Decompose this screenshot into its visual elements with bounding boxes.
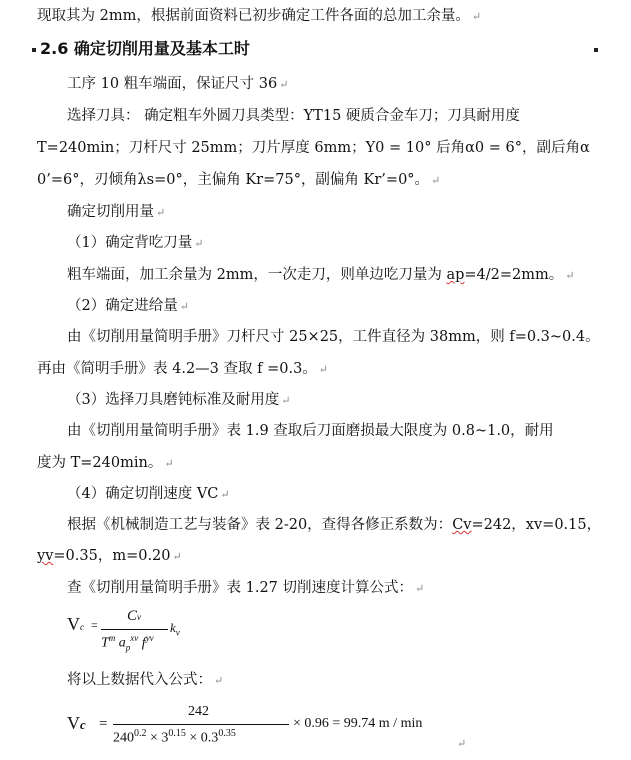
formula-result: × 0.96 = 99.74 m / min — [293, 716, 423, 731]
text-line — [67, 390, 290, 411]
text-line — [67, 670, 223, 691]
paragraph-mark-icon: ↵ — [164, 457, 174, 470]
paragraph-mark-icon: ↵ — [318, 363, 329, 376]
spellcheck-word: Cv — [452, 517, 472, 533]
paragraph-mark-icon: ↵ — [431, 174, 441, 187]
paragraph-mark-icon: ↵ — [457, 738, 467, 750]
formula-denominator: $240^{0.2} \times 3^{0.15} \times 0.3^{0.35}$ — [113, 728, 236, 746]
formula-numerator: 242 — [188, 704, 209, 719]
text-line — [67, 515, 601, 535]
fraction-bar — [113, 724, 289, 725]
paragraph-mark-icon: ↵ — [220, 488, 230, 501]
line-text: 度为 T=240min。 — [37, 455, 163, 471]
formula-numerator: Cv — [127, 608, 142, 624]
line-text: T=240min；刀杆尺寸 25mm；刀片厚度 6mm；Υ0 = 10° 后角α0 = 6°，副后角α — [37, 140, 590, 156]
paragraph-mark-icon: ↵ — [194, 237, 204, 250]
text-line — [67, 202, 165, 223]
line-text: 粗车端面，加工余量为 2mm，一次走刀，则单边吃刀量为 — [67, 267, 447, 283]
line-text: 0’=6°，刃倾角λs=0°，主偏角 Kr=75°，副偏角 Kr’=0°。 — [37, 172, 430, 188]
line-text: 由《切削用量简明手册》刀杆尺寸 25×25，工件直径为 38mm，则 f=0.3~0.4。 — [67, 329, 600, 345]
section-heading — [40, 39, 250, 59]
formula-lhs: Vc — [67, 614, 84, 634]
formula-k: $k_v$ — [170, 620, 180, 638]
line-text: （4）确定切削速度 VC — [67, 486, 219, 502]
fraction-bar — [101, 629, 168, 630]
formula-denominator: $T^m$ $a_p^{xv}$ $f^{yv}$ — [101, 633, 154, 653]
line-text: 现取其为 2mm，根据前面资料已初步确定工件各面的总加工余量。 — [37, 8, 470, 24]
line-text: 由《切削用量简明手册》表 1.9 查取后刀面磨损最大限度为 0.8~1.0，耐用 — [67, 423, 554, 439]
text-line — [67, 106, 520, 126]
formula-equals: = — [99, 716, 108, 732]
spellcheck-word: ap — [446, 267, 465, 283]
formula-equals: = — [91, 618, 98, 632]
text-line — [67, 578, 424, 599]
paragraph-mark-icon: ↵ — [279, 78, 289, 91]
paragraph-mark-icon: ↵ — [471, 10, 482, 23]
text-line — [67, 327, 600, 347]
paragraph-mark-icon: ↵ — [214, 674, 224, 687]
paragraph-mark-icon: ↵ — [172, 550, 182, 563]
formula-lhs: Vc — [67, 713, 86, 733]
text-line — [37, 359, 328, 380]
spellcheck-word: yv — [37, 548, 54, 564]
paragraph-mark-icon: ↵ — [156, 206, 166, 219]
text-line — [67, 296, 189, 317]
paragraph-mark-icon: ↵ — [281, 394, 291, 407]
line-text: 将以上数据代入公式： — [67, 672, 212, 688]
paragraph-mark-icon: ↵ — [179, 300, 189, 313]
line-text: 根据《机械制造工艺与装备》表 2-20，查得各修正系数为： — [67, 517, 453, 533]
line-text: =242，xv=0.15， — [471, 517, 602, 533]
line-text: 选择刀具： 确定粗车外圆刀具类型：YT15 硬质合金车刀；刀具耐用度 — [67, 108, 520, 124]
bullet-square-icon — [594, 48, 598, 52]
text-line — [67, 421, 554, 441]
text-line — [37, 138, 590, 158]
line-text: 再由《简明手册》表 4.2—3 查取 f =0.3。 — [37, 361, 317, 377]
text-line — [37, 6, 481, 27]
line-text: （3）选择刀具磨钝标准及耐用度 — [67, 392, 280, 408]
text-line — [37, 453, 174, 474]
line-text: （1）确定背吃刀量 — [67, 235, 193, 251]
line-text: 确定切削用量 — [67, 204, 154, 220]
paragraph-mark-icon: ↵ — [415, 582, 425, 595]
text-line — [67, 74, 288, 95]
line-text: （2）确定进给量 — [67, 298, 178, 314]
bullet-square-icon — [32, 48, 36, 52]
line-text: 查《切削用量简明手册》表 1.27 切削速度计算公式： — [67, 580, 414, 596]
line-text: 工序 10 粗车端面，保证尺寸 36 — [67, 76, 278, 92]
text-line — [67, 233, 203, 254]
line-text: =0.35，m=0.20 — [53, 548, 171, 564]
heading-text: 2.6 确定切削用量及基本工时 — [40, 39, 250, 58]
text-line — [67, 265, 574, 286]
text-line — [37, 170, 440, 191]
line-text: =4/2=2mm。 — [464, 267, 564, 283]
text-line — [37, 546, 182, 567]
text-line — [67, 484, 230, 505]
paragraph-mark-icon: ↵ — [565, 269, 575, 282]
